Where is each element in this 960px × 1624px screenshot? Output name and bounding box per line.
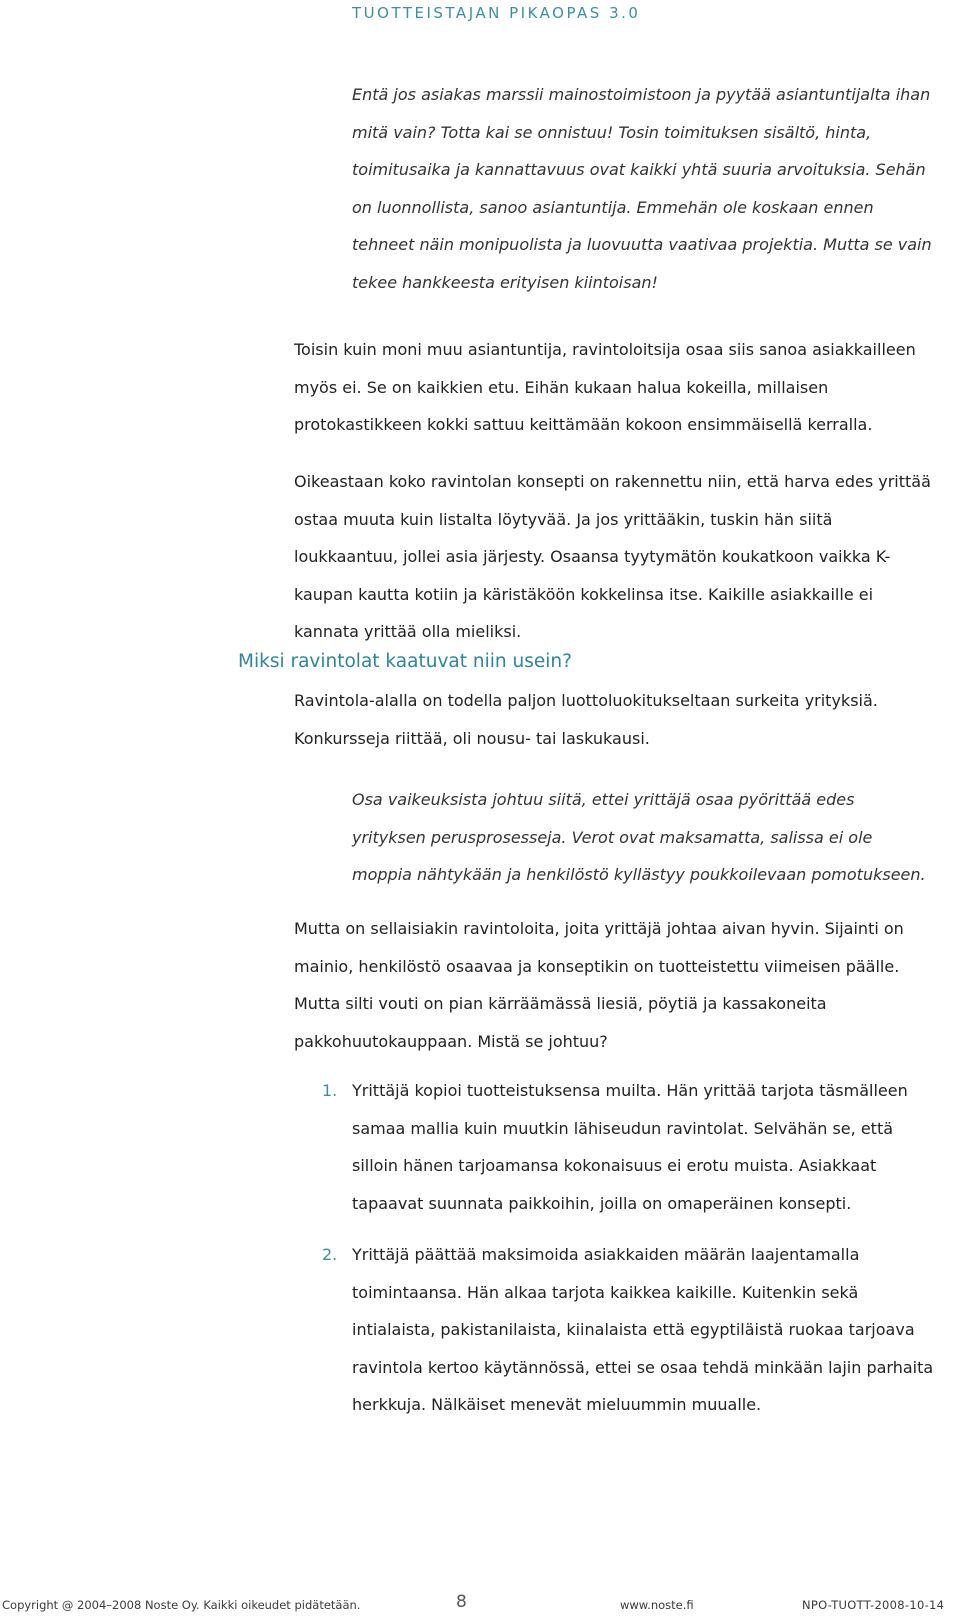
- paragraph-4: Mutta on sellaisiakin ravintoloita, joita yrittäjä johtaa aivan hyvin. Sijainti on mainio, henkilöstö osaavaa ja konseptikin on tuotteistettu viimeisen päälle. Mutta silti vouti on pian kärräämässä liesiä, pöytiä ja kassakoneita pakkohuutokauppaan. Mistä se johtuu?: [294, 919, 904, 1051]
- footer-url-link[interactable]: www.noste.fi: [620, 1598, 694, 1612]
- document-header: TUOTTEISTAJAN PIKAOPAS 3.0: [352, 4, 641, 22]
- section-heading: Miksi ravintolat kaatuvat niin usein?: [238, 651, 572, 672]
- pull-quote-2: Osa vaikeuksista johtuu siitä, ettei yrittäjä osaa pyörittää edes yrityksen perusprosesseja. Verot ovat maksamatta, salissa ei ole moppia nähtykään ja henkilöstö kyllästyy poukkoilevaan pomotukseen.: [352, 790, 926, 884]
- list-item-text: Yrittäjä kopioi tuotteistuksensa muilta. Hän yrittää tarjota täsmälleen samaa mallia kuin muutkin lähiseudun ravintolat. Selvähän se, että silloin hänen tarjoamansa kokonaisuus ei erotu muista. Asiakkaat tapaavat suunnata paikkoihin, joilla on omaperäinen konsepti.: [352, 1081, 908, 1213]
- page-number: 8: [456, 1592, 467, 1612]
- list-item-number: 2.: [322, 1245, 338, 1264]
- paragraph-2: Oikeastaan koko ravintolan konsepti on rakennettu niin, että harva edes yrittää ostaa muuta kuin listalta löytyvää. Ja jos yrittääkin, tuskin hän siitä loukkaantuu, jollei asia järjesty. Osaansa tyytymätön koukatkoon vaikka K-kaupan kautta kotiin ja käristäköön kokkelinsa itse. Kaikille asiakkaille ei kannata yrittää olla mieliksi.: [294, 472, 931, 641]
- footer-doc-code: NPO-TUOTT-2008-10-14: [802, 1598, 945, 1612]
- paragraph-1: Toisin kuin moni muu asiantuntija, ravintoloitsija osaa siis sanoa asiakkailleen myös ei. Se on kaikkien etu. Eihän kukaan halua kokeilla, millaisen protokastikkeen kokki sattuu keittämään kokoon ensimmäisellä kerralla.: [294, 340, 916, 434]
- pull-quote-1: Entä jos asiakas marssii mainostoimistoon ja pyytää asiantuntijalta ihan mitä vain? Totta kai se onnistuu! Tosin toimituksen sisältö, hinta, toimitusaika ja kannattavuus ovat kaikki yhtä suuria arvoituksia. Sehän on luonnollista, sanoo asiantuntija. Emmehän ole koskaan ennen tehneet näin monipuolista ja luovuutta vaativaa projektia. Mutta se vain tekee hankkeesta erityisen kiintoisan!: [352, 85, 932, 292]
- paragraph-3: Ravintola-alalla on todella paljon luottoluokitukseltaan surkeita yrityksiä. Konkursseja riittää, oli nousu- tai laskukausi.: [294, 691, 878, 748]
- list-item-text: Yrittäjä päättää maksimoida asiakkaiden määrän laajentamalla toimintaansa. Hän alkaa tarjota kaikkea kaikille. Kuitenkin sekä intialaista, pakistanilaista, kiinalaista että egyptiläistä ruokaa tarjoava ravintola kertoo käytännössä, ettei se osaa tehdä minkään lajin parhaita herkkuja. Nälkäiset menevät mieluummin muualle.: [352, 1245, 934, 1414]
- list-item-number: 1.: [322, 1081, 338, 1100]
- footer-copyright: Copyright @ 2004–2008 Noste Oy. Kaikki oikeudet pidätetään.: [2, 1598, 361, 1612]
